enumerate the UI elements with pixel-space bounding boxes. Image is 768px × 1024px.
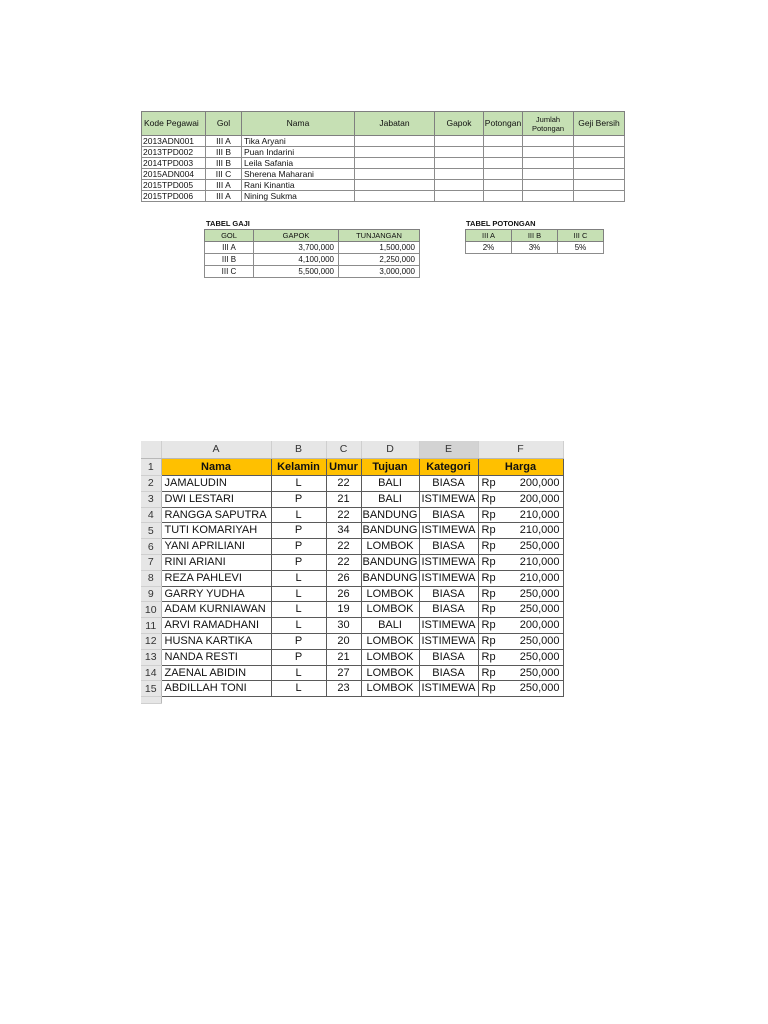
gapok-cell[interactable] (435, 169, 484, 180)
tujuan-cell[interactable]: LOMBOK (361, 586, 419, 602)
column-letter-row (141, 441, 563, 459)
header-kategori[interactable]: Kategori (419, 459, 478, 476)
col-header-gapok: GAPOK (254, 230, 339, 242)
tabel-potongan-caption: TABEL POTONGAN (466, 219, 536, 228)
gaji-bersih-cell[interactable] (574, 136, 625, 147)
col-header-gaji-bersih: Geji Bersih (574, 112, 625, 136)
row-number[interactable]: 9 (141, 586, 161, 602)
tujuan-cell[interactable]: BANDUNG (361, 570, 419, 586)
sheet-body (141, 476, 563, 697)
currency-cell[interactable]: Rp (478, 476, 506, 492)
currency-cell[interactable]: Rp (478, 633, 506, 649)
header-tujuan[interactable]: Tujuan (361, 459, 419, 476)
table-row (141, 491, 563, 507)
harga-cell[interactable]: 250,000 (506, 633, 563, 649)
row-number[interactable]: 6 (141, 539, 161, 555)
jumlah-potongan-cell[interactable] (523, 147, 574, 158)
gapok-cell[interactable] (435, 158, 484, 169)
kategori-cell[interactable]: BIASA (419, 476, 478, 492)
kelamin-cell[interactable]: L (271, 602, 326, 618)
table-row (141, 507, 563, 523)
kelamin-cell[interactable]: L (271, 476, 326, 492)
kelamin-cell[interactable]: P (271, 491, 326, 507)
jabatan-cell[interactable] (355, 191, 435, 202)
gapok-cell[interactable]: 3,700,000 (254, 242, 339, 254)
row-number[interactable]: 15 (141, 681, 161, 697)
nama-cell[interactable]: Nining Sukma (242, 191, 355, 202)
col-header-iii-c: III C (558, 230, 604, 242)
nama-cell[interactable]: ARVI RAMADHANI (161, 618, 271, 634)
nama-cell[interactable]: Sherena Maharani (242, 169, 355, 180)
potongan-cell[interactable] (484, 191, 523, 202)
currency-cell[interactable]: Rp (478, 649, 506, 665)
col-header-nama: Nama (242, 112, 355, 136)
employee-table (141, 111, 625, 202)
harga-cell[interactable]: 250,000 (506, 681, 563, 697)
row-number[interactable]: 2 (141, 476, 161, 492)
tujuan-cell[interactable]: LOMBOK (361, 633, 419, 649)
gapok-cell[interactable] (435, 136, 484, 147)
tujuan-cell[interactable]: LOMBOK (361, 602, 419, 618)
gol-cell[interactable]: III A (206, 136, 242, 147)
harga-cell[interactable]: 250,000 (506, 539, 563, 555)
umur-cell[interactable]: 30 (326, 618, 361, 634)
employee-header-row (142, 112, 625, 136)
row-number[interactable]: 11 (141, 618, 161, 634)
jumlah-potongan-cell[interactable] (523, 158, 574, 169)
umur-cell[interactable]: 34 (326, 523, 361, 539)
jumlah-potongan-cell[interactable] (523, 136, 574, 147)
col-header-jabatan: Jabatan (355, 112, 435, 136)
col-header-iii-b: III B (512, 230, 558, 242)
column-header-f[interactable]: F (478, 441, 563, 459)
header-kelamin[interactable]: Kelamin (271, 459, 326, 476)
row-number[interactable]: 4 (141, 507, 161, 523)
jumlah-potongan-cell[interactable] (523, 180, 574, 191)
currency-cell[interactable]: Rp (478, 523, 506, 539)
col-header-gol: Gol (206, 112, 242, 136)
kode-cell[interactable]: 2013TPD002 (142, 147, 206, 158)
table-row (141, 539, 563, 555)
nama-cell[interactable]: RINI ARIANI (161, 554, 271, 570)
column-header-b[interactable]: B (271, 441, 326, 459)
gapok-cell[interactable]: 5,500,000 (254, 266, 339, 278)
kategori-cell[interactable]: ISTIMEWA (419, 570, 478, 586)
kelamin-cell[interactable]: P (271, 539, 326, 555)
kategori-cell[interactable]: BIASA (419, 586, 478, 602)
kode-cell[interactable]: 2015TPD005 (142, 180, 206, 191)
gol-cell[interactable]: III A (205, 242, 254, 254)
kelamin-cell[interactable]: L (271, 507, 326, 523)
kategori-cell[interactable]: ISTIMEWA (419, 681, 478, 697)
row-number[interactable]: 5 (141, 523, 161, 539)
potongan-cell[interactable] (484, 136, 523, 147)
gol-cell[interactable]: III B (205, 254, 254, 266)
nama-cell[interactable]: ADAM KURNIAWAN (161, 602, 271, 618)
table-row (205, 254, 420, 266)
jabatan-cell[interactable] (355, 158, 435, 169)
kategori-cell[interactable]: ISTIMEWA (419, 618, 478, 634)
harga-cell[interactable]: 210,000 (506, 523, 563, 539)
currency-cell[interactable]: Rp (478, 554, 506, 570)
jumlah-potongan-cell[interactable] (523, 191, 574, 202)
tujuan-cell[interactable]: LOMBOK (361, 539, 419, 555)
kode-cell[interactable]: 2013ADN001 (142, 136, 206, 147)
row-number[interactable]: 13 (141, 649, 161, 665)
kelamin-cell[interactable]: L (271, 586, 326, 602)
table-row (142, 169, 625, 180)
table-row (141, 523, 563, 539)
nama-cell[interactable]: NANDA RESTI (161, 649, 271, 665)
tujuan-cell[interactable]: BANDUNG (361, 507, 419, 523)
sheet-header-row (141, 459, 563, 476)
umur-cell[interactable]: 20 (326, 633, 361, 649)
col-header-jumlah-potongan: Jumlah Potongan (523, 112, 574, 136)
umur-cell[interactable]: 22 (326, 507, 361, 523)
tujuan-cell[interactable]: BALI (361, 491, 419, 507)
kelamin-cell[interactable]: L (271, 665, 326, 681)
nama-cell[interactable]: ABDILLAH TONI (161, 681, 271, 697)
tunjangan-cell[interactable]: 3,000,000 (339, 266, 420, 278)
gol-cell[interactable]: III A (206, 191, 242, 202)
table-row (141, 476, 563, 492)
umur-cell[interactable]: 19 (326, 602, 361, 618)
select-all-corner[interactable] (141, 441, 161, 459)
harga-cell[interactable]: 250,000 (506, 586, 563, 602)
table-row (141, 602, 563, 618)
column-header-d[interactable]: D (361, 441, 419, 459)
gaji-bersih-cell[interactable] (574, 180, 625, 191)
sheet-tail-row (141, 697, 563, 704)
gol-cell[interactable]: III C (206, 169, 242, 180)
gaji-bersih-cell[interactable] (574, 158, 625, 169)
tujuan-cell[interactable]: BALI (361, 618, 419, 634)
gapok-cell[interactable] (435, 180, 484, 191)
currency-cell[interactable]: Rp (478, 602, 506, 618)
col-header-gapok: Gapok (435, 112, 484, 136)
table-row (141, 649, 563, 665)
kelamin-cell[interactable]: P (271, 633, 326, 649)
nama-cell[interactable]: JAMALUDIN (161, 476, 271, 492)
gaji-bersih-cell[interactable] (574, 169, 625, 180)
row-number[interactable]: 10 (141, 602, 161, 618)
gol-cell[interactable]: III B (206, 147, 242, 158)
nama-cell[interactable]: HUSNA KARTIKA (161, 633, 271, 649)
umur-cell[interactable]: 27 (326, 665, 361, 681)
column-header-e[interactable]: E (419, 441, 478, 459)
currency-cell[interactable]: Rp (478, 665, 506, 681)
column-header-a[interactable]: A (161, 441, 271, 459)
kategori-cell[interactable]: BIASA (419, 602, 478, 618)
kode-cell[interactable]: 2014TPD003 (142, 158, 206, 169)
gapok-cell[interactable] (435, 191, 484, 202)
table-row (141, 586, 563, 602)
kelamin-cell[interactable]: L (271, 570, 326, 586)
row-number[interactable]: 7 (141, 554, 161, 570)
nama-cell[interactable]: GARRY YUDHA (161, 586, 271, 602)
column-header-c[interactable]: C (326, 441, 361, 459)
tabel-gaji (204, 229, 420, 278)
table-row (142, 158, 625, 169)
currency-cell[interactable]: Rp (478, 491, 506, 507)
col-header-iii-a: III A (466, 230, 512, 242)
gol-cell[interactable]: III C (205, 266, 254, 278)
potongan-iii-b-cell[interactable]: 3% (512, 242, 558, 254)
table-row (205, 266, 420, 278)
table-row (141, 633, 563, 649)
umur-cell[interactable]: 26 (326, 570, 361, 586)
tujuan-cell[interactable]: BANDUNG (361, 554, 419, 570)
harga-cell[interactable]: 210,000 (506, 570, 563, 586)
tujuan-cell[interactable]: LOMBOK (361, 681, 419, 697)
tabel-gaji-header-row (205, 230, 420, 242)
row-number[interactable]: 14 (141, 665, 161, 681)
kategori-cell[interactable]: ISTIMEWA (419, 523, 478, 539)
jabatan-cell[interactable] (355, 169, 435, 180)
nama-cell[interactable]: Rani Kinantia (242, 180, 355, 191)
potongan-iii-c-cell[interactable]: 5% (558, 242, 604, 254)
jumlah-potongan-cell[interactable] (523, 169, 574, 180)
row-number[interactable]: 8 (141, 570, 161, 586)
header-umur[interactable]: Umur (326, 459, 361, 476)
nama-cell[interactable]: DWI LESTARI (161, 491, 271, 507)
nama-cell[interactable]: REZA PAHLEVI (161, 570, 271, 586)
kelamin-cell[interactable]: P (271, 554, 326, 570)
tabel-potongan-header-row (466, 230, 604, 242)
table-row (141, 681, 563, 697)
umur-cell[interactable]: 23 (326, 681, 361, 697)
kelamin-cell[interactable]: P (271, 523, 326, 539)
nama-cell[interactable]: Tika Aryani (242, 136, 355, 147)
row-number[interactable]: 12 (141, 633, 161, 649)
table-row (142, 191, 625, 202)
currency-cell[interactable]: Rp (478, 539, 506, 555)
harga-cell[interactable]: 250,000 (506, 665, 563, 681)
gol-cell[interactable]: III B (206, 158, 242, 169)
gapok-cell[interactable]: 4,100,000 (254, 254, 339, 266)
kelamin-cell[interactable]: P (271, 649, 326, 665)
kategori-cell[interactable]: BIASA (419, 665, 478, 681)
row-number[interactable]: 3 (141, 491, 161, 507)
col-header-gol: GOL (205, 230, 254, 242)
gapok-cell[interactable] (435, 147, 484, 158)
jabatan-cell[interactable] (355, 136, 435, 147)
harga-cell[interactable]: 200,000 (506, 476, 563, 492)
kategori-cell[interactable]: ISTIMEWA (419, 554, 478, 570)
kategori-cell[interactable]: BIASA (419, 539, 478, 555)
currency-cell[interactable]: Rp (478, 507, 506, 523)
gaji-bersih-cell[interactable] (574, 191, 625, 202)
gaji-bersih-cell[interactable] (574, 147, 625, 158)
row-number[interactable] (141, 697, 161, 704)
table-row (466, 242, 604, 254)
harga-cell[interactable]: 210,000 (506, 554, 563, 570)
umur-cell[interactable]: 22 (326, 476, 361, 492)
harga-cell[interactable]: 250,000 (506, 602, 563, 618)
kode-cell[interactable]: 2015ADN004 (142, 169, 206, 180)
potongan-cell[interactable] (484, 169, 523, 180)
umur-cell[interactable]: 21 (326, 491, 361, 507)
potongan-cell[interactable] (484, 147, 523, 158)
table-row (141, 665, 563, 681)
tujuan-cell[interactable]: LOMBOK (361, 665, 419, 681)
umur-cell[interactable]: 22 (326, 554, 361, 570)
umur-cell[interactable]: 26 (326, 586, 361, 602)
kategori-cell[interactable]: BIASA (419, 507, 478, 523)
harga-cell[interactable]: 200,000 (506, 618, 563, 634)
table-row (142, 147, 625, 158)
tujuan-cell[interactable]: BALI (361, 476, 419, 492)
table-row (141, 570, 563, 586)
kelamin-cell[interactable]: L (271, 681, 326, 697)
potongan-cell[interactable] (484, 180, 523, 191)
kategori-cell[interactable]: ISTIMEWA (419, 491, 478, 507)
empty-area (161, 697, 563, 704)
potongan-cell[interactable] (484, 158, 523, 169)
kelamin-cell[interactable]: L (271, 618, 326, 634)
currency-cell[interactable]: Rp (478, 618, 506, 634)
header-harga[interactable]: Harga (478, 459, 563, 476)
currency-cell[interactable]: Rp (478, 586, 506, 602)
gol-cell[interactable]: III A (206, 180, 242, 191)
col-header-kode: Kode Pegawai (142, 112, 206, 136)
harga-cell[interactable]: 250,000 (506, 649, 563, 665)
travel-sheet (141, 441, 564, 704)
col-header-potongan: Potongan (484, 112, 523, 136)
tabel-gaji-caption: TABEL GAJI (206, 219, 250, 228)
umur-cell[interactable]: 21 (326, 649, 361, 665)
tunjangan-cell[interactable]: 1,500,000 (339, 242, 420, 254)
nama-cell[interactable]: YANI APRILIANI (161, 539, 271, 555)
table-row (142, 136, 625, 147)
harga-cell[interactable]: 200,000 (506, 491, 563, 507)
currency-cell[interactable]: Rp (478, 570, 506, 586)
tabel-potongan (465, 229, 604, 254)
kode-cell[interactable]: 2015TPD006 (142, 191, 206, 202)
jabatan-cell[interactable] (355, 147, 435, 158)
table-row (141, 618, 563, 634)
tujuan-cell[interactable]: LOMBOK (361, 649, 419, 665)
harga-cell[interactable]: 210,000 (506, 507, 563, 523)
tujuan-cell[interactable]: BANDUNG (361, 523, 419, 539)
row-number[interactable]: 1 (141, 459, 161, 476)
nama-cell[interactable]: RANGGA SAPUTRA (161, 507, 271, 523)
nama-cell[interactable]: Leila Safania (242, 158, 355, 169)
potongan-iii-a-cell[interactable]: 2% (466, 242, 512, 254)
nama-cell[interactable]: TUTI KOMARIYAH (161, 523, 271, 539)
table-row (141, 554, 563, 570)
table-row (142, 180, 625, 191)
col-header-tunjangan: TUNJANGAN (339, 230, 420, 242)
currency-cell[interactable]: Rp (478, 681, 506, 697)
kategori-cell[interactable]: BIASA (419, 649, 478, 665)
header-nama[interactable]: Nama (161, 459, 271, 476)
nama-cell[interactable]: ZAENAL ABIDIN (161, 665, 271, 681)
tunjangan-cell[interactable]: 2,250,000 (339, 254, 420, 266)
table-row (205, 242, 420, 254)
jabatan-cell[interactable] (355, 180, 435, 191)
umur-cell[interactable]: 22 (326, 539, 361, 555)
nama-cell[interactable]: Puan Indarini (242, 147, 355, 158)
kategori-cell[interactable]: ISTIMEWA (419, 633, 478, 649)
